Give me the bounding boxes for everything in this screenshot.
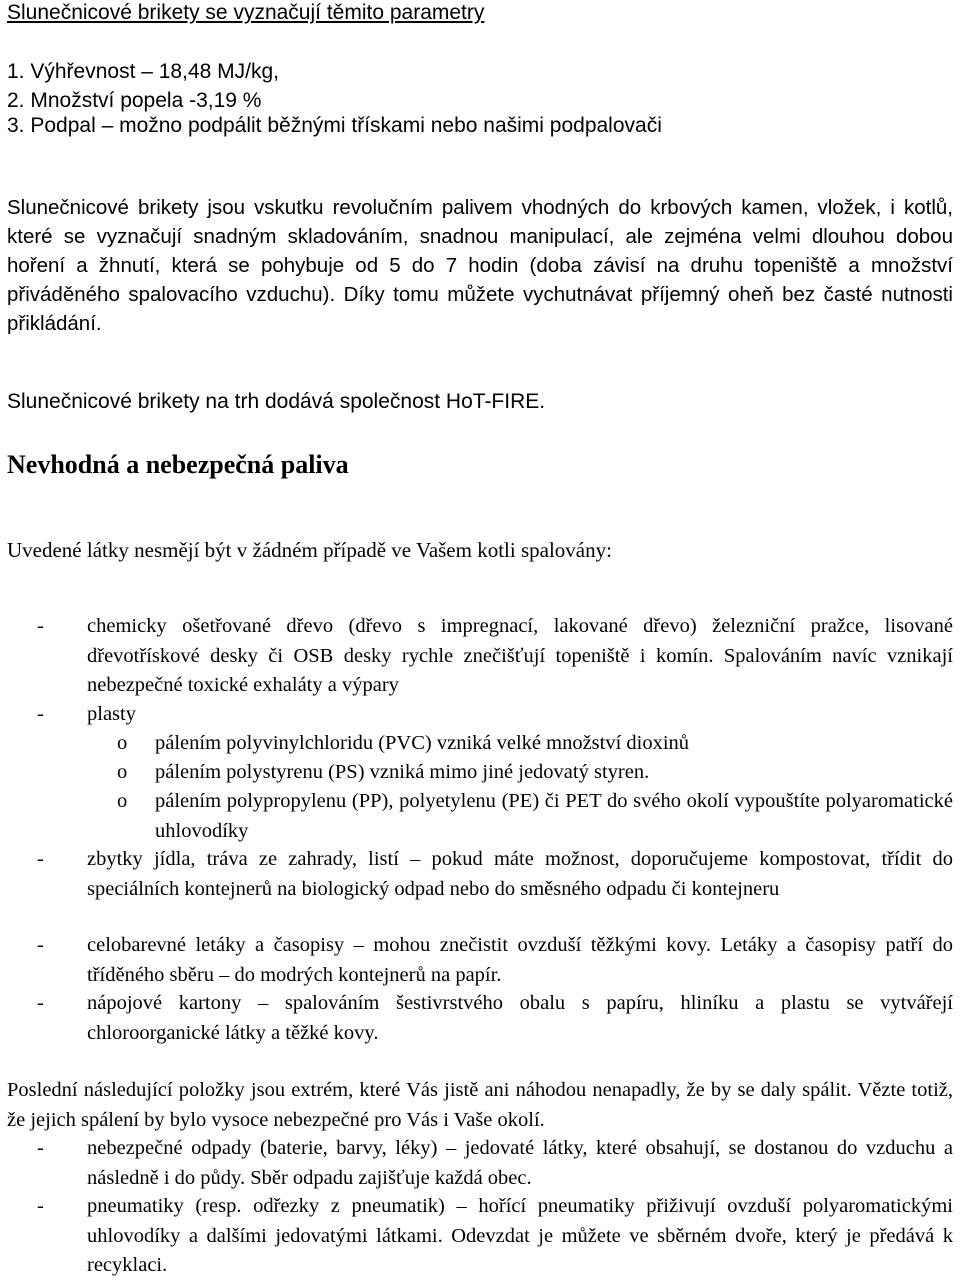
list-item [7,700,953,730]
dash-marker: - [37,992,44,1014]
brikety-paragraph-text: Slunečnicové brikety jsou vskutku revolučním palivem vhodných do krbových kamen, vložek, i kotlů, které se vyznačují snadným skladováním, snadnou manipulací, ale zejména velmi dlouhou dobou hoření a žhnutí, která se pohybuje od 5 do 7 hodin (doba závisí na druhu topeniště a množství přiváděného spalovacího vzduchu). Díky tomu můžete vychutnávat příjemný oheň bez časté nutnosti přikládání. [7,196,953,335]
sub-list-item [7,729,953,759]
list-item-text: chemicky ošetřované dřevo (dřevo s impregnací, lakované dřevo) železniční pražce, lisované dřevotřískové desky či OSB desky rychle znečišťují topeniště i komín. Spalováním navíc vznikají nebezpečné toxické exhaláty a výpary [87,615,953,696]
list-item-text: nápojové kartony – spalováním šestivrstvého obalu s papíru, hliníku a plastu se vytvářejí chloroorganické látky a těžké kovy. [87,992,953,1044]
sub-list-item-text: pálením polystyrenu (PS) vzniká mimo jiné jedovatý styren. [155,761,650,783]
sub-marker: o [117,790,128,812]
section-intro: Uvedené látky nesmějí být v žádném případě ve Vašem kotli spalovány: [7,538,612,562]
extreme-intro [7,1076,953,1135]
dash-marker: - [37,615,44,637]
sub-list-item [7,787,953,847]
list-item-text: plasty [87,703,136,725]
list-item [7,1192,953,1279]
dash-marker: - [37,848,44,870]
brikety-heading: Slunečnicové brikety se vyznačují těmito parametry [7,1,485,24]
sub-list-item [7,758,953,788]
list-item-text: celobarevné letáky a časopisy – mohou znečistit ovzduší těžkými kovy. Letáky a časopisy patří do tříděného sběru – do modrých kontejnerů na papír. [87,934,953,986]
dash-marker: - [37,1137,44,1159]
brikety-paragraph [7,193,953,338]
list-item-text: pneumatiky (resp. odřezky z pneumatik) – hořící pneumatiky přiživují ovzduší polyaromatickými uhlovodíky a dalšími jedovatými látkami. Odevzdat je můžete ve sběrném dvoře, který je předává k recyklaci. [87,1195,953,1276]
list-item [7,1134,953,1194]
supplier-note: Slunečnicové brikety na trh dodává společnost HoT-FIRE. [7,390,546,413]
list-item [7,845,953,935]
list-item [7,989,953,1049]
sub-list-item-text: pálením polyvinylchloridu (PVC) vzniká velké množství dioxinů [155,732,690,754]
dash-marker: - [37,703,44,725]
param-item-2: 2. Množství popela -3,19 % [7,89,262,112]
param-item-1: 1. Výhřevnost – 18,48 MJ/kg, [7,60,279,83]
list-item [7,612,953,702]
list-item-text: zbytky jídla, tráva ze zahrady, listí – pokud máte možnost, doporučujeme kompostovat, třídit do speciálních kontejnerů na biologický odpad nebo do směsného odpadu či kontejneru [87,848,953,900]
dash-marker: - [37,934,44,956]
list-item-text: nebezpečné odpady (baterie, barvy, léky) – jedovaté látky, které obsahují, se dostanou do vzduchu a následně i do půdy. Sběr odpadu zajišťuje každá obec. [87,1137,953,1189]
section-title: Nevhodná a nebezpečná paliva [7,450,349,479]
sub-marker: o [117,732,128,754]
list-item [7,931,953,991]
param-item-3: 3. Podpal – možno podpálit běžnými třískami nebo našimi podpalovači [7,114,662,137]
dash-marker: - [37,1195,44,1217]
sub-list-item-text: pálením polypropylenu (PP), polyetylenu (PE) či PET do svého okolí vypouštíte polyaromatické uhlovodíky [155,790,953,842]
extreme-intro-text: Poslední následující položky jsou extrém, které Vás jistě ani náhodou nenapadly, že by se daly spálit. Vězte totiž, že jejich spálení by bylo vysoce nebezpečné pro Vás i Vaše okolí. [7,1079,953,1131]
sub-marker: o [117,761,128,783]
